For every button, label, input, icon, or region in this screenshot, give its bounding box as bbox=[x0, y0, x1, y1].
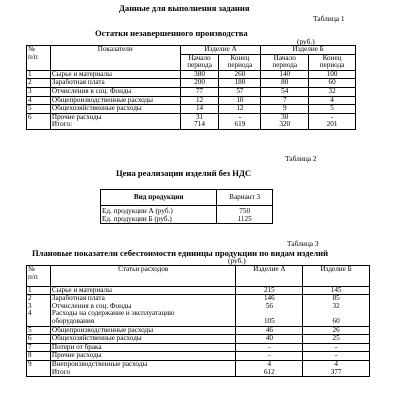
table1-title: Остатки незавершенного производства bbox=[95, 28, 248, 38]
t1-head-startB: Начало периода bbox=[261, 54, 309, 70]
table1 bbox=[26, 45, 356, 130]
t1-head-num: № bbox=[27, 46, 51, 55]
table-row: 1 Сырье и материалы 215 145 bbox=[27, 286, 370, 295]
table3-title: Плановые показатели себестоимости единицы продукции по видам изделий bbox=[32, 248, 329, 258]
table-row: 5 Общепроизводственные расходы 46 26 bbox=[27, 326, 370, 335]
table-row: 6 Общехозяйственные расходы 40 25 bbox=[27, 335, 370, 344]
t3-head-num: № bbox=[27, 266, 51, 274]
table-row: 2 Заработная плата 146 85 bbox=[27, 295, 370, 303]
table-row: 8 Прочие расходы - - bbox=[27, 352, 370, 361]
page-title: Данные для выполнения задания bbox=[119, 3, 250, 13]
table2 bbox=[100, 189, 273, 224]
table-row-total: Итого: 714 619 320 201 bbox=[27, 121, 356, 129]
t1-head-prodA: Изделие А bbox=[180, 46, 261, 55]
table2-label: Таблица 2 bbox=[285, 154, 317, 163]
table3 bbox=[26, 265, 370, 377]
t1-head-startA: Начало периода bbox=[180, 54, 219, 70]
t1-head-prodB: Изделие Б bbox=[261, 46, 356, 55]
t1-head-endB: Конец периода bbox=[309, 54, 356, 70]
t3-head-num2: п/п bbox=[27, 274, 51, 287]
table2-title: Цена реализации изделий без НДС bbox=[116, 168, 252, 178]
t2-head-name: Вид продукции bbox=[101, 190, 217, 206]
table-row: 3 Отчисления в соц. Фонды 56 32 bbox=[27, 303, 370, 311]
table1-label: Таблица 1 bbox=[313, 14, 345, 23]
table3-unit: (руб.) bbox=[228, 256, 246, 265]
table1-unit: (руб.) bbox=[297, 37, 315, 46]
t3-head-name: Статьи расходов bbox=[50, 266, 236, 274]
table-row: 7 Потери от брака - - bbox=[27, 343, 370, 352]
t1-head-num2: п/п bbox=[27, 54, 51, 70]
t2-head-variant: Вариант 3 bbox=[217, 190, 273, 206]
table3-label: Таблица 3 bbox=[287, 239, 319, 248]
t1-head-name: Показатели bbox=[50, 46, 180, 55]
table-row-total: Итого 612 377 bbox=[27, 369, 370, 377]
table-row: Ед. продукции А (руб.) 750 bbox=[101, 206, 273, 216]
t3-head-prodB: Изделие Б bbox=[303, 266, 370, 274]
table-row: 6 Прочие расходы 31 - 30 - bbox=[27, 113, 356, 121]
table-row: 5 Общехозяйственные расходы 14 12 9 5 bbox=[27, 105, 356, 114]
t1-head-endA: Конец периода bbox=[219, 54, 261, 70]
table-row: 4 Общепроизводственные расходы 12 10 7 4 bbox=[27, 96, 356, 105]
table-row: Ед. продукции Б (руб.) 1125 bbox=[101, 216, 273, 224]
table-row: 1 Сырье и материалы 380 260 140 100 bbox=[27, 70, 356, 79]
table-row: 9 Внепроизводственные расходы 4 4 bbox=[27, 360, 370, 368]
table-row: 2 Заработная плата 200 180 80 60 bbox=[27, 79, 356, 88]
t3-head-prodA: Изделие А bbox=[236, 266, 303, 274]
table-row: 3 Отчисления в соц. Фонды 77 57 54 32 bbox=[27, 87, 356, 96]
table-row: 4 Расходы на содержание и эксплуатацию оборудования 105 60 bbox=[27, 310, 370, 326]
